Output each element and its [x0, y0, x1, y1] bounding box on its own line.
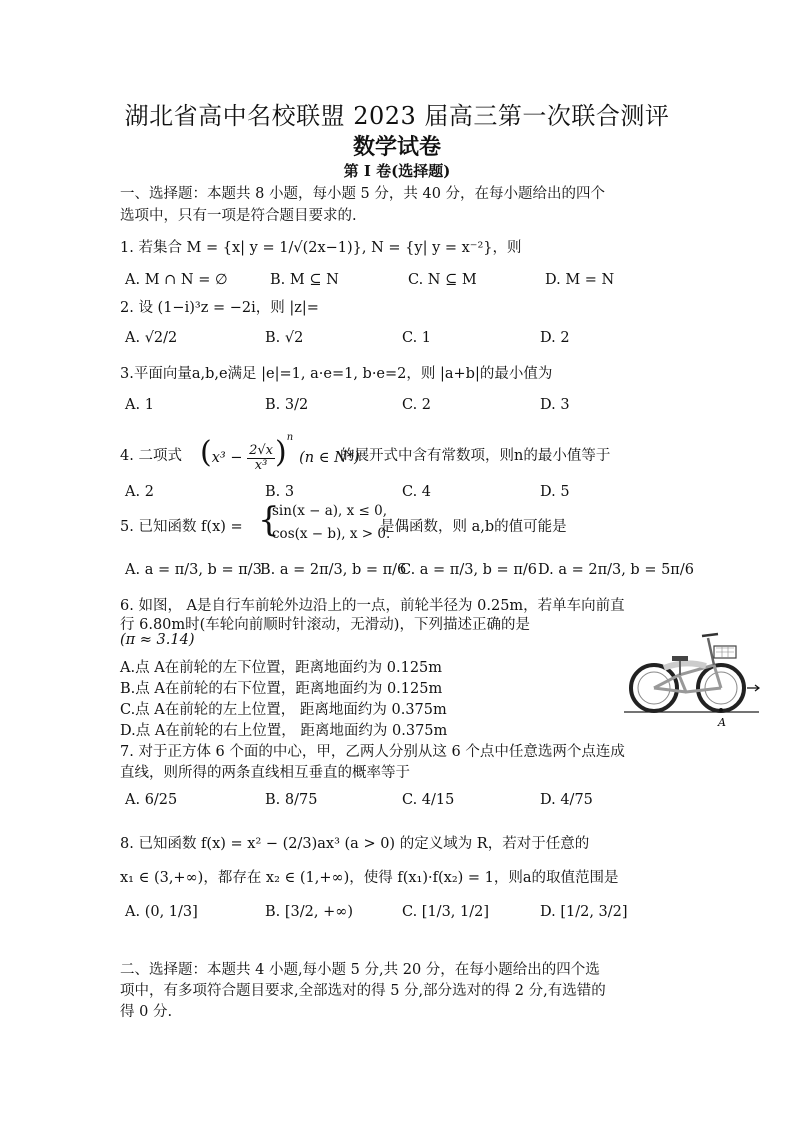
q3-option-d: D. 3: [540, 397, 570, 413]
part-heading: 第 I 卷(选择题): [343, 162, 451, 180]
q8-option-c: C. [1/3, 1/2]: [402, 904, 489, 920]
q7-option-c: C. 4/15: [402, 792, 455, 808]
q2-stem: 2. 设 (1−i)³z = −2i，则 |z|=: [120, 300, 319, 316]
bike-seat: [672, 656, 688, 661]
q7-line-2: 直线，则所得的两条直线相互垂直的概率等于: [120, 765, 410, 781]
q5-case-1: sin(x − a), x ≤ 0,: [272, 503, 388, 519]
q4-option-d: D. 5: [540, 484, 570, 500]
q4-binomial-formula: (x³ − $\frac{2√x}{\text{x³}}$ )$^n$(n ∈ N*): [200, 432, 360, 473]
q5-case-2: cos(x − b), x > 0.: [272, 526, 391, 542]
bike-fork: [708, 638, 714, 665]
point-a-marker: [719, 708, 723, 712]
q3-stem: 3.平面向量a,b,e满足 |e|=1, a·e=1, b·e=2，则 |a+b|的最小值为: [120, 366, 553, 382]
exam-title: 湖北省高中名校联盟 2023 届高三第一次联合测评: [124, 102, 670, 130]
q1-option-b: B. M ⊆ N: [270, 272, 339, 288]
q7-line-1: 7. 对于正方体 6 个面的中心，甲，乙两人分别从这 6 个点中任意选两个点连成: [120, 744, 625, 760]
q1-stem: 1. 若集合 M = {x| y = 1/√(2x−1)}, N = {y| y = x⁻²}，则: [120, 240, 522, 256]
q5-option-b: B. a = 2π/3, b = π/6: [260, 562, 407, 578]
q7-option-a: A. 6/25: [125, 792, 178, 808]
exam-subtitle: 数学试卷: [352, 134, 441, 160]
q6-line-1: 6. 如图， A是自行车前轮外边沿上的一点，前轮半径为 0.25m，若单车向前直: [120, 598, 625, 614]
q8-line-1: 8. 已知函数 f(x) = x² − (2/3)ax³ (a > 0) 的定义域为 R，若对于任意的: [120, 836, 590, 852]
q8-option-a: A. (0, 1/3]: [125, 904, 198, 920]
q3-option-b: B. 3/2: [265, 397, 309, 413]
q1-option-a: A. M ∩ N = ∅: [125, 272, 228, 288]
q8-option-d: D. [1/2, 3/2]: [540, 904, 628, 920]
section1-intro-line1: 一、选择题：本题共 8 小题，每小题 5 分，共 40 分，在每小题给出的四个: [120, 186, 606, 202]
q5-stem-suffix: 是偶函数，则 a,b的值可能是: [380, 519, 567, 535]
q7-option-b: B. 8/75: [265, 792, 318, 808]
section1-intro-line2: 选项中，只有一项是符合题目要求的.: [120, 208, 357, 224]
q2-option-c: C. 1: [402, 330, 432, 346]
q6-option-a: A.点 A在前轮的左下位置，距离地面约为 0.125m: [120, 660, 443, 676]
q3-option-c: C. 2: [402, 397, 432, 413]
q6-option-d: D.点 A在前轮的右上位置， 距离地面约为 0.375m: [120, 723, 448, 739]
section2-intro-line3: 得 0 分.: [120, 1004, 173, 1020]
point-a-label: A: [718, 716, 726, 729]
bike-fender: [664, 663, 706, 668]
q5-option-c: C. a = π/3, b = π/6: [400, 562, 537, 578]
q8-line-2: x₁ ∈ (3,+∞)，都存在 x₂ ∈ (1,+∞)，使得 f(x₁)·f(x₂) = 1，则a的取值范围是: [120, 870, 619, 886]
q3-option-a: A. 1: [125, 397, 154, 413]
q4-stem-prefix: 4. 二项式: [120, 448, 182, 464]
q4-stem-suffix: 的展开式中含有常数项，则n的最小值等于: [340, 448, 611, 464]
q2-option-a: A. √2/2: [125, 330, 178, 346]
q2-option-d: D. 2: [540, 330, 570, 346]
q1-option-c: C. N ⊆ M: [408, 272, 477, 288]
q6-option-c: C.点 A在前轮的左上位置， 距离地面约为 0.375m: [120, 702, 447, 718]
q4-option-c: C. 4: [402, 484, 432, 500]
q6-line-2: 行 6.80m时(车轮向前顺时针滚动，无滑动)，下列描述正确的是: [120, 617, 530, 633]
q7-option-d: D. 4/75: [540, 792, 593, 808]
basket-mesh: [716, 646, 734, 658]
section2-intro-line1: 二、选择题：本题共 4 小题,每小题 5 分,共 20 分，在每小题给出的四个选: [120, 962, 600, 978]
q4-option-a: A. 2: [125, 484, 154, 500]
q5-stem-prefix: 5. 已知函数 f(x) =: [120, 519, 243, 535]
q8-option-b: B. [3/2, +∞): [265, 904, 353, 920]
q6-line-3: (π ≈ 3.14): [120, 632, 195, 648]
q5-option-d: D. a = 2π/3, b = 5π/6: [538, 562, 694, 578]
q1-option-d: D. M = N: [545, 272, 615, 288]
q6-option-b: B.点 A在前轮的右下位置，距离地面约为 0.125m: [120, 681, 443, 697]
handlebar: [702, 634, 718, 636]
q5-option-a: A. a = π/3, b = π/3: [125, 562, 262, 578]
bicycle-figure: [624, 630, 774, 730]
direction-arrow: [747, 685, 759, 691]
q4-option-b: B. 3: [265, 484, 295, 500]
q2-option-b: B. √2: [265, 330, 304, 346]
section2-intro-line2: 项中，有多项符合题目要求,全部选对的得 5 分,部分选对的得 2 分,有选错的: [120, 983, 606, 999]
q5-brace: {: [258, 500, 280, 540]
